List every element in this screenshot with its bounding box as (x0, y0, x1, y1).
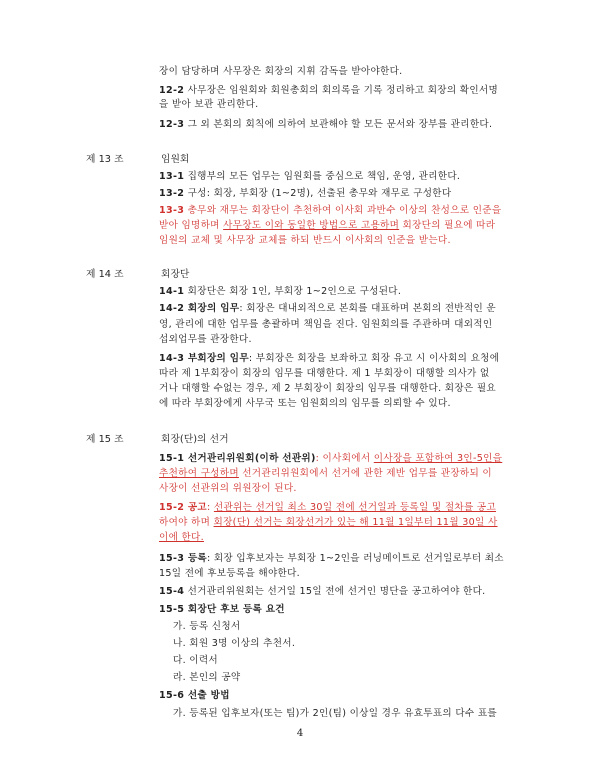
underlined-text: 회장(단) 선거는 회장선거가 있는 해 11월 1일부터 11월 30일 사 (213, 517, 498, 528)
para-text: 선거관리위원회는 선거일 15일 전에 선거인 명단을 공고하여야 한다. (184, 586, 486, 597)
underlined-text: 추천하여 구성하며 (159, 468, 239, 479)
para-number: 13-1 (159, 171, 185, 182)
para-heading: 15-1 선거관리위원회(이하 선관위) (159, 453, 316, 464)
para-heading: 15-2 공고 (159, 502, 207, 513)
article-15-label: 제 15 조 (86, 434, 124, 445)
para-14-2-line3: 섭외업무를 관장한다. (159, 334, 252, 345)
para-15-6-heading: 15-6 선출 방법 (159, 690, 230, 701)
article-14-title: 회장단 (161, 269, 190, 280)
para-text: 회장단의 필요에 따라 (399, 220, 496, 231)
para-14-2-line2: 영, 관리에 대한 업무를 총괄하며 책임을 진다. 임원회의를 주관하며 대외적인 (159, 319, 493, 330)
para-text: : 회장 입후보자는 부회장 1~2인을 러닝메이트로 선거일로부터 최소 (206, 553, 504, 564)
art12-continuation-line: 장이 담당하며 사무장은 회장의 지휘 감독을 받아야한다. (159, 66, 403, 77)
para-text: 집행부의 모든 업무는 임원회를 중심으로 책임, 운영, 관리한다. (184, 171, 461, 182)
para-text: : (206, 502, 214, 513)
para-15-4-line1 (159, 585, 486, 598)
para-15-2-line2 (159, 516, 498, 529)
para-text: : 회장은 대내외적으로 본회를 대표하며 본회의 전반적인 운 (239, 303, 496, 314)
para-text: : 이사회에서 (315, 453, 374, 464)
para-15-1-line3: 사장이 선관위의 위원장이 된다. (159, 483, 297, 494)
para-text: 사무장은 임원회와 회원총회의 회의록을 기록 정리하고 회장의 확인서명 (184, 85, 499, 96)
para-15-3-line2: 15일 전에 후보등록을 해야한다. (159, 568, 301, 579)
para-12-3-line1 (159, 118, 492, 131)
para-heading: 15-3 등록 (159, 553, 207, 564)
para-13-3-line2 (159, 219, 495, 232)
underlined-text: 이사장을 포함하여 3인-5인을 (373, 453, 503, 464)
para-15-2-line3 (159, 531, 204, 544)
para-14-1-line1 (159, 285, 401, 298)
para-text: : 부회장은 회장을 보좌하고 회장 유고 시 이사회의 요청에 (248, 353, 500, 364)
article-13-label: 제 13 조 (86, 154, 124, 165)
para-number: 15-4 (159, 586, 185, 597)
underlined-text: 사무장도 이와 동일한 방법으로 고용하며 (223, 220, 400, 231)
para-text: 선거관리위원회에서 선거에 관한 제반 업무를 관장하되 이 (238, 468, 492, 479)
para-text: 회장단은 회장 1인, 부회장 1~2인으로 구성된다. (184, 286, 402, 297)
para-text: 받아 임명하며 (159, 220, 224, 231)
para-14-3-line1 (159, 352, 499, 365)
para-number: 12-3 (159, 119, 185, 130)
list-item: 가. 등록 신청서 (173, 621, 241, 632)
para-number: 12-2 (159, 85, 185, 96)
para-text: 총무와 재무는 회장단이 추천하여 이사회 과반수 이상의 찬성으로 인준을 (184, 205, 502, 216)
para-number: 13-3 (159, 205, 185, 216)
article-14-label: 제 14 조 (86, 269, 124, 280)
list-item: 라. 본인의 공약 (173, 672, 241, 683)
para-14-2-line1 (159, 302, 496, 315)
para-14-3-line3: 거나 대행할 수없는 경우, 제 2 부회장이 회장의 임무를 대행한다. 회장은 필요 (159, 383, 496, 394)
para-14-3-line2: 따라 제 1부회장이 회장의 임무를 대행한다. 제 1 부회장이 대행할 의사가 없 (159, 368, 490, 379)
para-13-3-line1 (159, 204, 501, 217)
para-13-1-line1 (159, 170, 460, 183)
para-12-2-line1 (159, 84, 498, 97)
underlined-text: 선관위는 선거일 최소 30일 전에 선거일과 등록일 및 절차를 공고 (213, 502, 497, 513)
para-text: 하여야 하며 (159, 517, 214, 528)
para-14-3-line4: 에 따라 부회장에게 사무국 또는 임원회의의 임무를 의뢰할 수 있다. (159, 398, 451, 409)
para-15-1-line2 (159, 467, 492, 480)
para-12-2-line2: 을 받아 보관 관리한다. (159, 99, 259, 110)
para-13-3-line3: 임원의 교체 및 사무장 교체를 하되 반드시 이사회의 인준을 받는다. (159, 235, 451, 246)
page-number: 4 (296, 728, 304, 739)
article-15-title: 회장(단)의 선거 (161, 434, 229, 445)
para-15-2-line1 (159, 501, 496, 514)
para-number: 14-1 (159, 286, 185, 297)
para-13-2-line1 (159, 187, 451, 200)
para-15-3-line1 (159, 552, 504, 565)
article-13-title: 임원회 (161, 154, 190, 165)
para-text: 구성: 회장, 부회장 (1~2명), 선출된 총무와 재무로 구성한다 (184, 188, 452, 199)
para-text: 그 외 본회의 회칙에 의하여 보관해야 할 모든 문서와 장부를 관리한다. (184, 119, 493, 130)
list-item: 나. 회원 3명 이상의 추천서. (173, 638, 296, 649)
para-heading: 14-2 회장의 임무 (159, 303, 240, 314)
list-item: 다. 이력서 (173, 655, 218, 666)
para-15-6-line1: 가. 등록된 입후보자(또는 팀)가 2인(팀) 이상일 경우 유효투표의 다수 표를 (173, 708, 497, 719)
para-heading: 14-3 부회장의 임무 (159, 353, 249, 364)
para-15-1-line1 (159, 452, 502, 465)
para-number: 13-2 (159, 188, 185, 199)
underlined-text: 이에 한다. (159, 532, 204, 543)
para-15-5-heading: 15-5 회장단 후보 등록 요건 (159, 604, 285, 615)
